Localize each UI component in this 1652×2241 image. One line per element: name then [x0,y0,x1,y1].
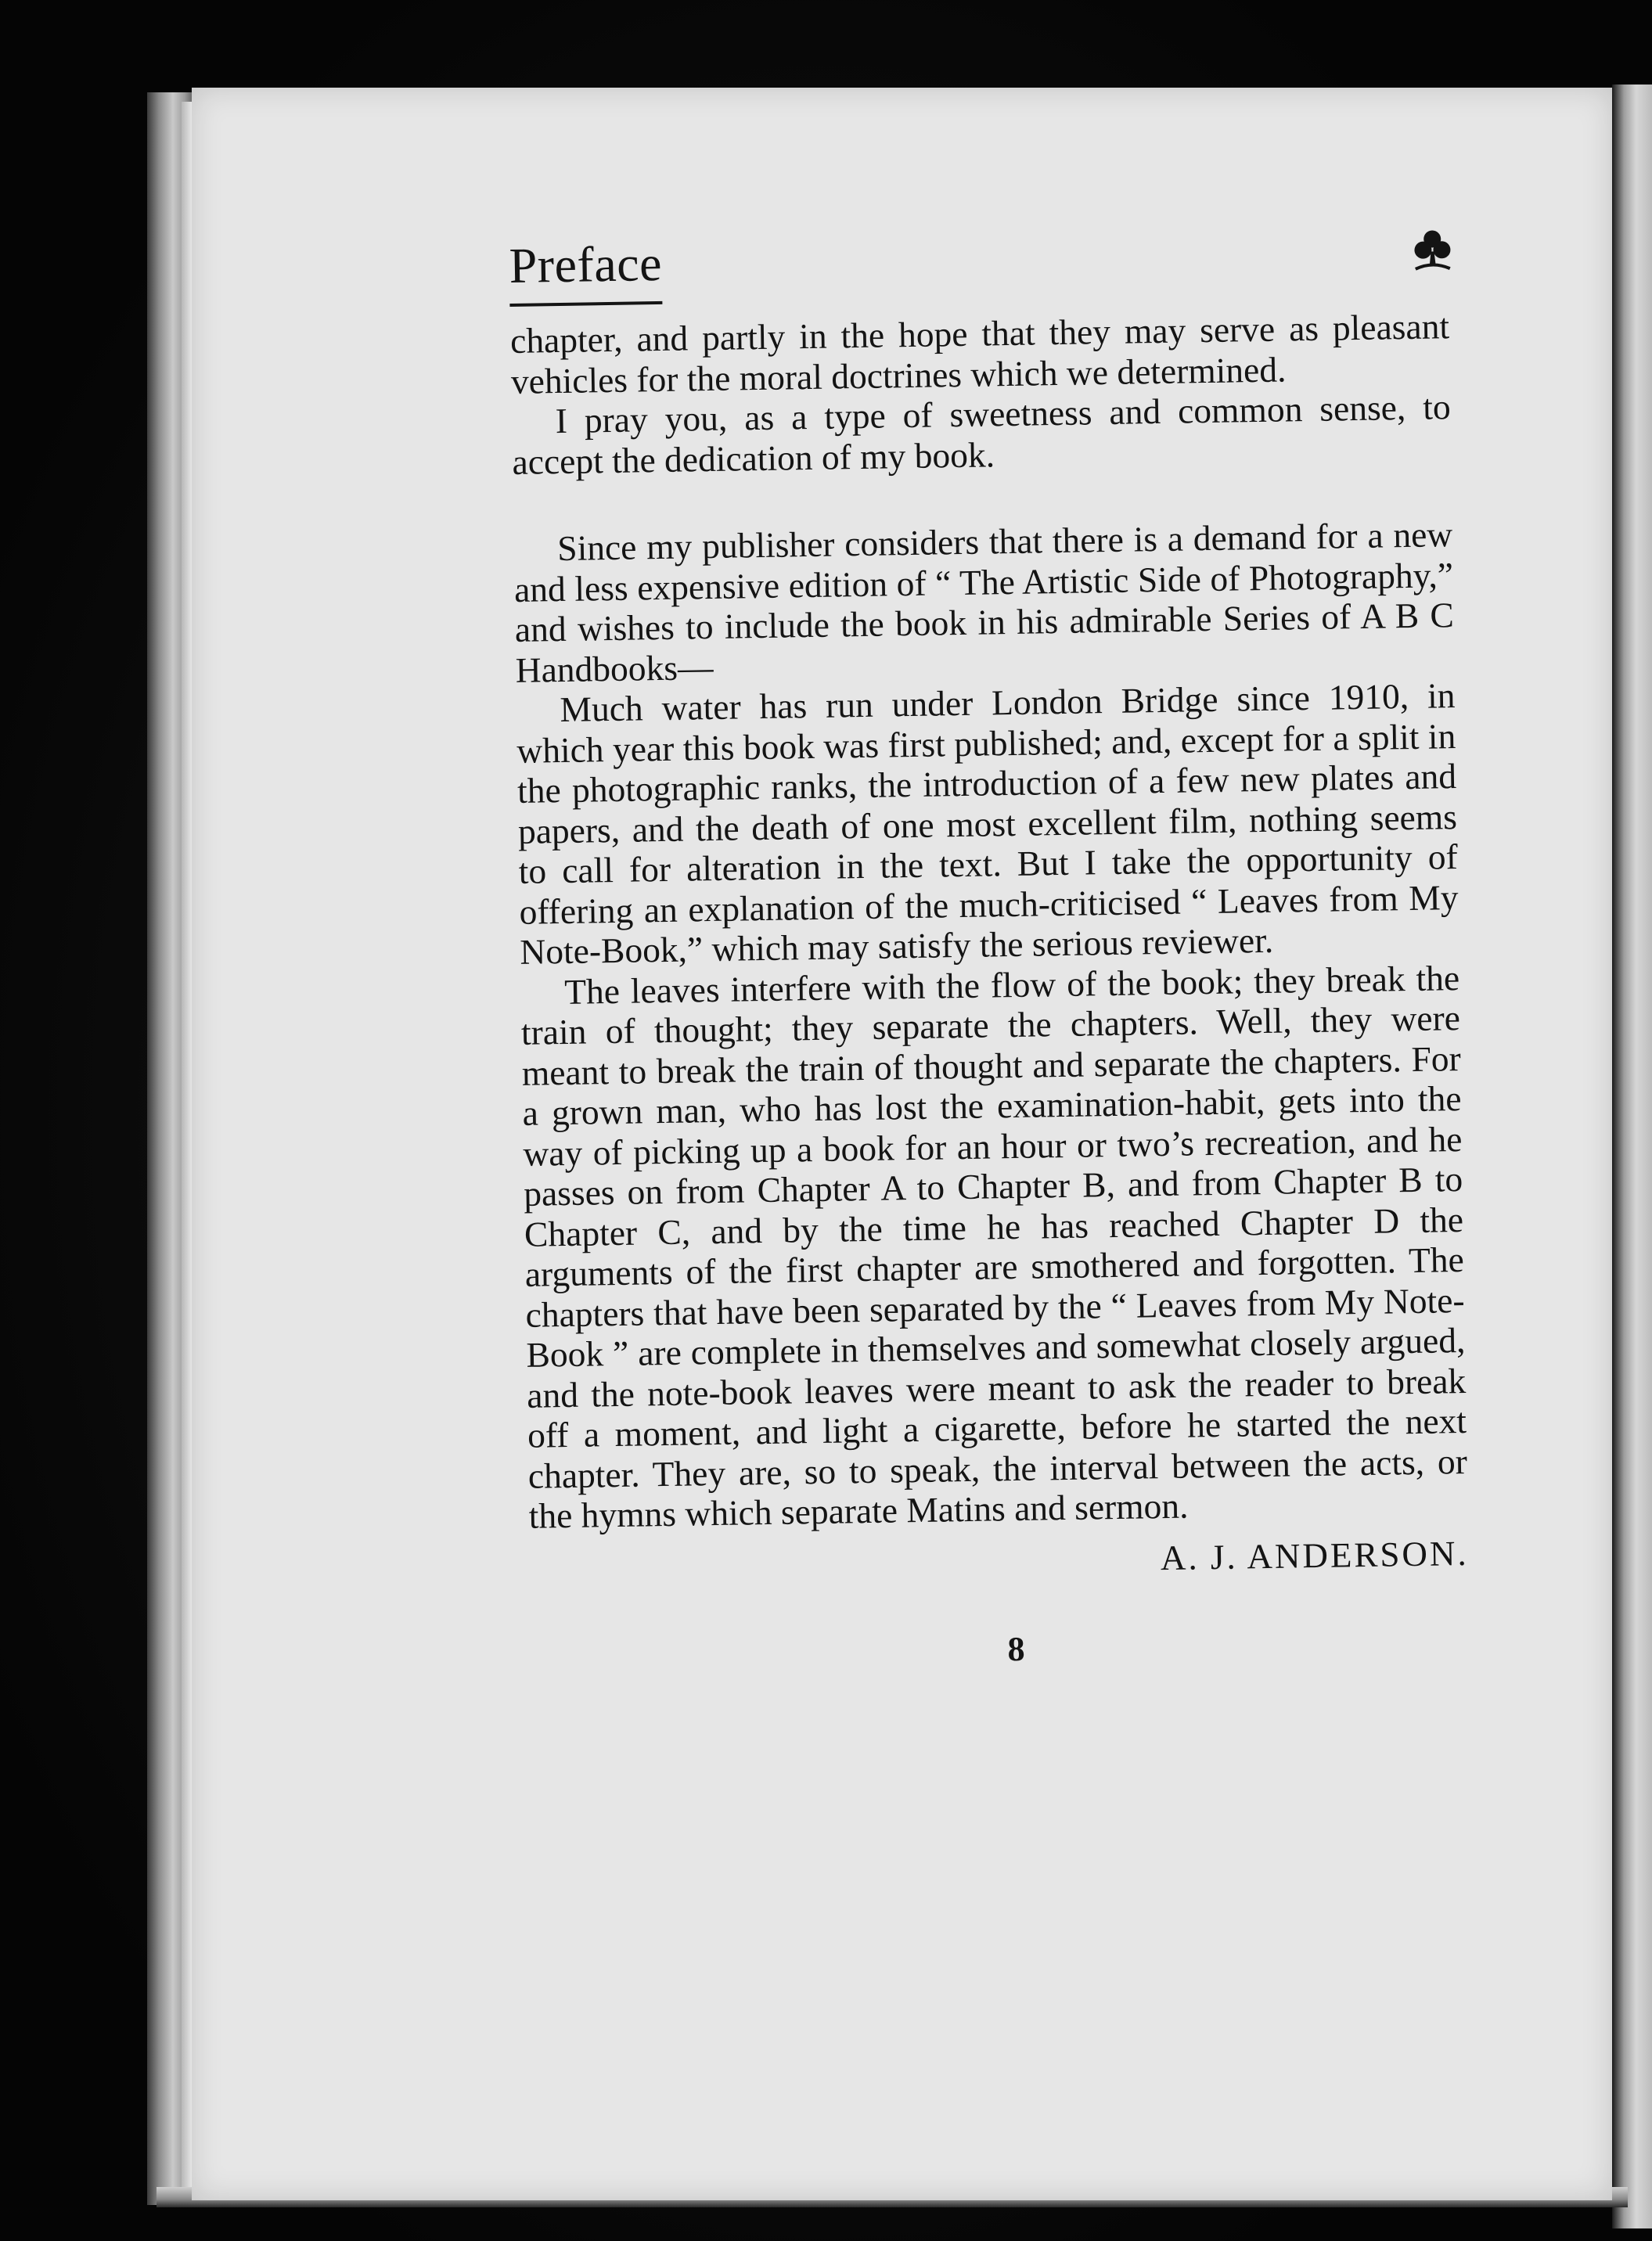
body-text [510,306,1468,1536]
paragraph-3: Since my publisher considers that there is a demand for a new and less expensive edition of “ The Artistic Side of Photography,” and wishes to include the book in his admirable Series of A B C Handbooks— [513,514,1455,690]
author-signature: A. J. ANDERSON. [1160,1533,1470,1577]
club-ornament-icon [1409,226,1456,274]
running-title: Preface [509,232,663,307]
paragraph-2: I pray you, as a type of sweetness and common sense, to accept the dedication of my book. [512,387,1451,482]
adjacent-page-edge [1612,85,1652,2228]
page-content [509,220,1470,1676]
page-number: 8 [1007,1629,1025,1668]
paragraph-1: chapter, and partly in the hope that they may serve as pleasant vehicles for the moral doctrines which we determined. [509,306,1450,401]
paragraph-5: The leaves interfere with the flow of the book; they break the train of thought; they separate the chapters. Well, they were meant to break the train of thought and separate the chapters. For a grown man, who has lost the examination-habit, gets into the way of picking up a book for an hour or two’s recreation, and he passes on from Chapter A to Chapter B, and from Chapter B to Chapter C, and by the time he has reached Chapter D the arguments of the first chapter are smothered and forgotten. The chapters that have been separated by the “ Leaves from My Note-Book ” are complete in themselves and somewhat closely argued, and the note-book leaves were meant to ask the reader to break off a moment, and light a cigarette, before he started the next chapter. They are, so to speak, the interval between the acts, or the hymns which separate Matins and sermon. [520,957,1468,1536]
paragraph-4: Much water has run under London Bridge since 1910, in which year this book was first published; and, except for a split in the photographic ranks, the introduction of a few new plates and papers, and the death of one most excellent film, nothing seems to call for alteration in the text. But I take the opportunity of offering an explanation of the much-criticised “ Leaves from My Note-Book,” which may satisfy the serious reviewer. [516,675,1459,972]
running-head [509,220,1449,321]
